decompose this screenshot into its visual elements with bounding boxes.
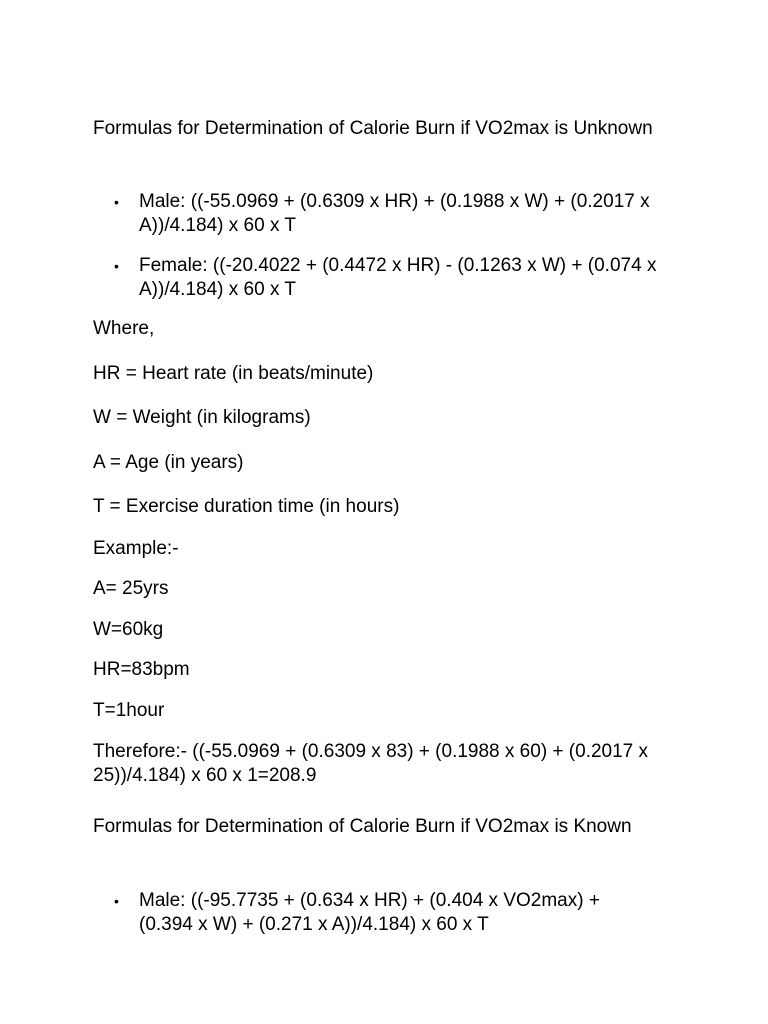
bullet-icon: • xyxy=(114,258,119,274)
male-formula-known-text: Male: ((-95.7735 + (0.634 x HR) + (0.404 x VO2max) + (0.394 x W) + (0.271 x A))/4.184) x 60 x T xyxy=(139,890,600,935)
example-label: Example:- xyxy=(93,538,179,559)
bullet-icon: • xyxy=(114,893,119,909)
bullet-icon: • xyxy=(114,194,119,210)
definition-hr: HR = Heart rate (in beats/minute) xyxy=(93,363,374,384)
section-heading-vo2max-unknown: Formulas for Determination of Calorie Burn if VO2max is Unknown xyxy=(93,118,653,139)
female-formula-text: Female: ((-20.4022 + (0.4472 x HR) - (0.1263 x W) + (0.074 x A))/4.184) x 60 x T xyxy=(139,255,657,300)
example-value-weight: W=60kg xyxy=(93,619,164,640)
example-value-age: A= 25yrs xyxy=(93,578,169,599)
where-label: Where, xyxy=(93,318,155,339)
example-value-heart-rate: HR=83bpm xyxy=(93,659,190,680)
section-heading-vo2max-known: Formulas for Determination of Calorie Burn if VO2max is Known xyxy=(93,816,632,837)
definition-a: A = Age (in years) xyxy=(93,452,244,473)
example-value-time: T=1hour xyxy=(93,700,165,721)
example-result: Therefore:- ((-55.0969 + (0.6309 x 83) + (0.1988 x 60) + (0.2017 x 25))/4.184) x 60 x 1=208.9 xyxy=(93,741,649,786)
definition-t: T = Exercise duration time (in hours) xyxy=(93,496,400,517)
male-formula-text: Male: ((-55.0969 + (0.6309 x HR) + (0.1988 x W) + (0.2017 x A))/4.184) x 60 x T xyxy=(139,191,650,236)
definition-w: W = Weight (in kilograms) xyxy=(93,407,311,428)
